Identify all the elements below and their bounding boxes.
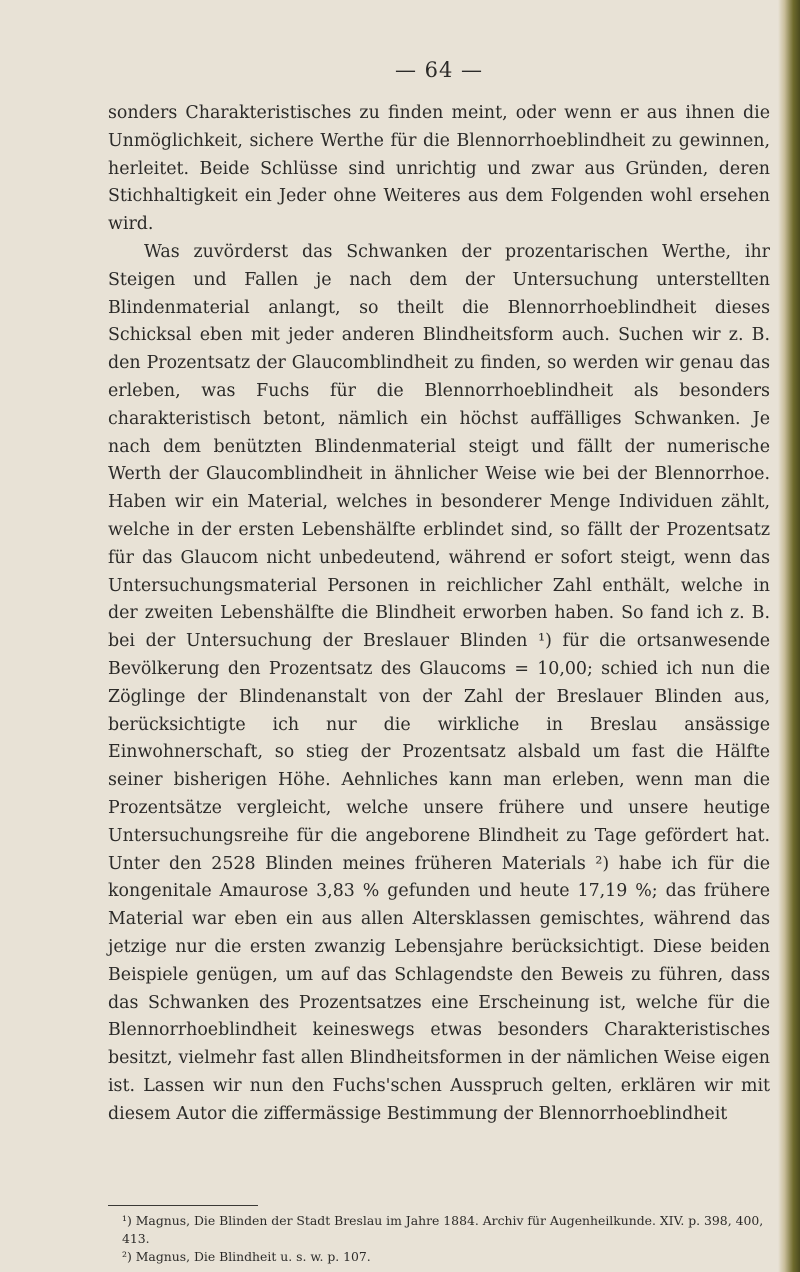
body-text	[108, 100, 770, 1128]
paragraph-1: sonders Charakteristisches zu finden meint, oder wenn er aus ihnen die Unmöglichkeit, sichere Werthe für die Blennorrhoeblindheit zu gewinnen, herleitet. Beide Schlüsse sind unrichtig und zwar aus Gründen, deren Stichhaltigkeit ein Jeder ohne Weiteres aus dem Folgenden wohl ersehen wird.	[108, 103, 770, 235]
page-number: — 64 —	[394, 58, 484, 82]
footnote-rule	[108, 1205, 258, 1206]
footnote-1: ¹) Magnus, Die Blinden der Stadt Breslau im Jahre 1884. Archiv für Augenheilkunde. XIV. p. 398, 400, 413.	[122, 1213, 764, 1246]
footnote-2: ²) Magnus, Die Blindheit u. s. w. p. 107.	[122, 1249, 371, 1264]
page-edge-shadow	[778, 0, 800, 1272]
paragraph-2: Was zuvörderst das Schwanken der prozentarischen Werthe, ihr Steigen und Fallen je nach dem der Untersuchung unterstellten Blindenmaterial anlangt, so theilt die Blennorrhoeblindheit dieses Schicksal eben mit jeder anderen Blindheitsform auch. Suchen wir z. B. den Prozentsatz der Glaucomblindheit zu finden, so werden wir genau das erleben, was Fuchs für die Blennorrhoeblindheit als besonders charakteristisch betont, nämlich ein höchst auffälliges Schwanken. Je nach dem benützten Blindenmaterial steigt und fällt der numerische Werth der Glaucomblindheit in ähnlicher Weise wie bei der Blennorrhoe. Haben wir ein Material, welches in besonderer Menge Individuen zählt, welche in der ersten Lebenshälfte erblindet sind, so fällt der Prozentsatz für das Glaucom nicht unbedeutend, während er sofort steigt, wenn das Untersuchungsmaterial Personen in reichlicher Zahl enthält, welche in der zweiten Lebenshälfte die Blindheit erworben haben. So fand ich z. B. bei der Untersuchung der Breslauer Blinden ¹) für die ortsanwesende Bevölkerung den Prozentsatz des Glaucoms = 10,00; schied ich nun die Zöglinge der Blindenanstalt von der Zahl der Breslauer Blinden aus, berücksichtigte ich nur die wirkliche in Breslau ansässige Einwohnerschaft, so stieg der Prozentsatz alsbald um fast die Hälfte seiner bisherigen Höhe. Aehnliches kann man erleben, wenn man die Prozentsätze vergleicht, welche unsere frühere und unsere heutige Untersuchungsreihe für die angeborene Blindheit zu Tage gefördert hat. Unter den 2528 Blinden meines früheren Materials ²) habe ich für die kongenitale Amaurose 3,83 % gefunden und heute 17,19 %; das frühere Material war eben ein aus allen Altersklassen gemischtes, während das jetzige nur die ersten zwanzig Lebensjahre berücksichtigt. Diese beiden Beispiele genügen, um auf das Schlagendste den Beweis zu führen, dass das Schwanken des Prozentsatzes eine Erscheinung ist, welche für die Blennorrhoeblindheit keineswegs etwas besonders Charakteristisches besitzt, vielmehr fast allen Blindheitsformen in der nämlichen Weise eigen ist. Lassen wir nun den Fuchs'schen Ausspruch gelten, erklären wir mit diesem Autor die ziffermässige Bestimmung der Blennorrhoeblindheit	[108, 241, 770, 1124]
footnotes	[108, 1212, 770, 1266]
